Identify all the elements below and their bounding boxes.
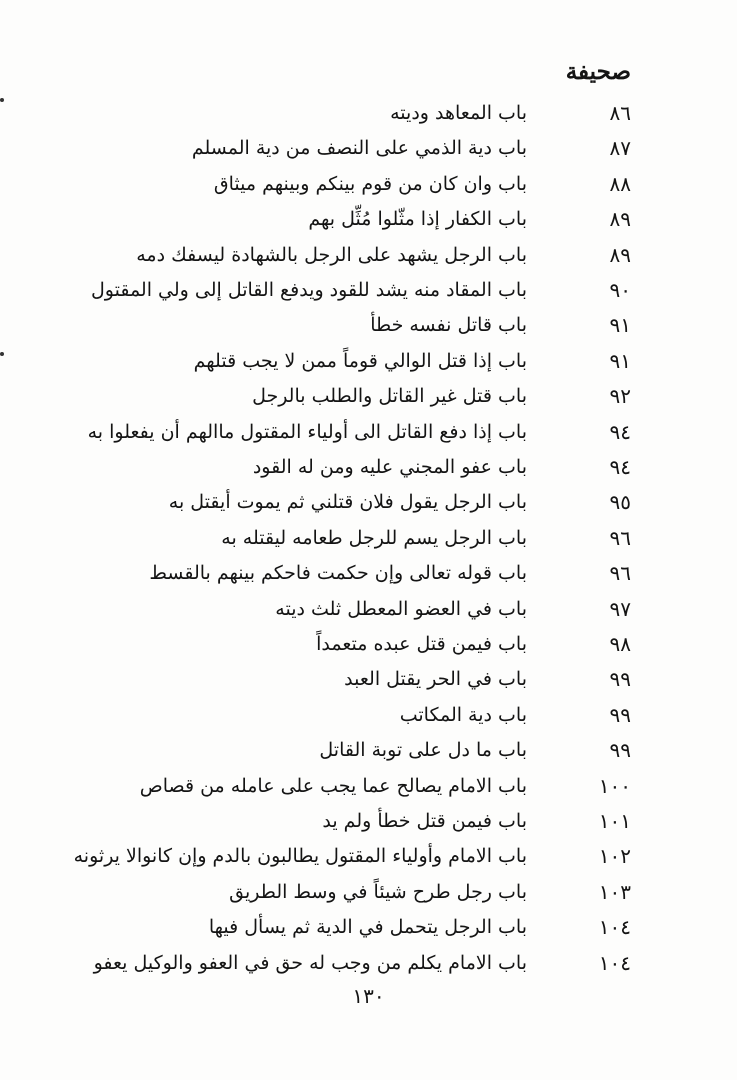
toc-chapter-title: باب إذا دفع القاتل الى أولياء المقتول ماالهم أن يفعلوا به [87, 420, 527, 443]
toc-entry [0, 839, 737, 874]
toc-chapter-title: باب الرجل يسم للرجل طعامه ليقتله به [221, 526, 527, 549]
toc-chapter-title: باب وان كان من قوم بينكم وبينهم ميثاق [213, 172, 527, 195]
toc-chapter-title: باب دية الذمي على النصف من دية المسلم [191, 137, 527, 160]
toc-page-number: ١٠٣ [598, 879, 631, 904]
toc-page-number: ٩٠ [609, 278, 631, 302]
toc-entry [0, 804, 737, 839]
toc-entry [0, 910, 737, 945]
toc-page-number: ٨٩ [609, 207, 631, 232]
toc-chapter-title: باب الكفار إذا مثّلوا مُثِّل بهم [308, 208, 527, 231]
toc-chapter-title: باب إذا قتل الوالي قوماً ممن لا يجب قتلهم [193, 349, 527, 372]
toc-chapter-title: باب الامام وأولياء المقتول يطالبون بالدم وإن كانوالا يرثونه [73, 845, 527, 868]
toc-chapter-title: باب قاتل نفسه خطأ [370, 314, 527, 337]
toc-entry [0, 698, 737, 733]
toc-page-number: ٩١ [609, 348, 631, 373]
toc-chapter-title: باب دية المكاتب [399, 703, 527, 726]
toc-entry [0, 592, 737, 627]
page-column-header: صحيفة [565, 58, 631, 85]
toc-entry [0, 946, 737, 981]
toc-entry [0, 238, 737, 273]
toc-chapter-title: باب رجل طرح شيئاً في وسط الطريق [229, 880, 527, 903]
toc-chapter-title: باب الامام يكلم من وجب له حق في العفو والوكيل يعفو [93, 951, 527, 974]
toc-page-number: ١٠٤ [598, 950, 631, 975]
toc-page-number: ٨٨ [609, 171, 631, 196]
toc-page-number: ٨٦ [609, 101, 631, 125]
toc-entry [0, 627, 737, 662]
toc-entry [0, 450, 737, 485]
toc-chapter-title: باب عفو المجني عليه ومن له القود [252, 456, 527, 478]
toc-page-number: ١٠١ [598, 809, 631, 833]
toc-page-number: ٩٩ [609, 738, 631, 763]
toc-entry [0, 769, 737, 804]
toc-entry [0, 131, 737, 166]
toc-page-number: ٩٨ [609, 632, 631, 656]
toc-page-number: ٩٤ [609, 419, 631, 444]
toc-entry [0, 96, 737, 131]
toc-page-number: ٩٥ [609, 490, 631, 515]
toc-chapter-title: باب فيمن قتل عبده متعمداً [316, 633, 527, 655]
toc-entry [0, 415, 737, 450]
toc-entry [0, 344, 737, 379]
toc-page-number: ٨٩ [609, 242, 631, 267]
toc-page-number: ٩٩ [609, 667, 631, 692]
toc-entry [0, 202, 737, 237]
toc-chapter-title: باب الامام يصالح عما يجب على عامله من قصاص [139, 774, 527, 797]
toc-chapter-title: باب في العضو المعطل ثلث ديته [275, 597, 527, 620]
toc-entry [0, 556, 737, 591]
toc-page-number: ١٠٤ [598, 915, 631, 940]
toc-entry [0, 379, 737, 414]
toc-page-number: ٩٩ [609, 702, 631, 727]
toc-page-number: ٩٦ [609, 561, 631, 586]
toc-page-number: ١٠٢ [598, 844, 631, 869]
toc-entry [0, 308, 737, 343]
toc-chapter-title: باب في الحر يقتل العبد [344, 668, 527, 691]
toc-page-number: ٩٦ [609, 525, 631, 550]
toc-entry [0, 875, 737, 910]
toc-chapter-title: باب المقاد منه يشد للقود ويدفع القاتل إلى ولي المقتول [90, 279, 527, 301]
toc-entry [0, 733, 737, 768]
toc-chapter-title: باب الرجل يشهد على الرجل بالشهادة ليسفك دمه [136, 243, 527, 266]
toc-chapter-title: باب الرجل يقول فلان قتلني ثم يموت أيقتل به [168, 491, 527, 514]
toc-chapter-title: باب قتل غير القاتل والطلب بالرجل [252, 385, 527, 408]
toc-chapter-title: باب المعاهد وديته [390, 102, 527, 124]
toc-chapter-title: باب قوله تعالى وإن حكمت فاحكم بينهم بالقسط [149, 562, 527, 585]
toc-entry [0, 273, 737, 308]
toc-page-number: ٩١ [609, 313, 631, 338]
toc-entry [0, 167, 737, 202]
toc-page-number: ٩٤ [609, 455, 631, 479]
page-number-footer: ١٣٠ [352, 984, 385, 1008]
toc-page-number: ٩٢ [609, 384, 631, 409]
toc-chapter-title: باب الرجل يتحمل في الدية ثم يسأل فيها [208, 916, 527, 939]
toc-page-number: ٨٧ [609, 136, 631, 161]
toc-chapter-title: باب فيمن قتل خطأ ولم يد [322, 810, 527, 832]
toc-entry [0, 521, 737, 556]
toc-entry [0, 485, 737, 520]
toc-page-number: ١٠٠ [598, 773, 631, 798]
toc-chapter-title: باب ما دل على توبة القاتل [319, 739, 527, 762]
toc-entry [0, 662, 737, 697]
toc-page-number: ٩٧ [609, 596, 631, 621]
